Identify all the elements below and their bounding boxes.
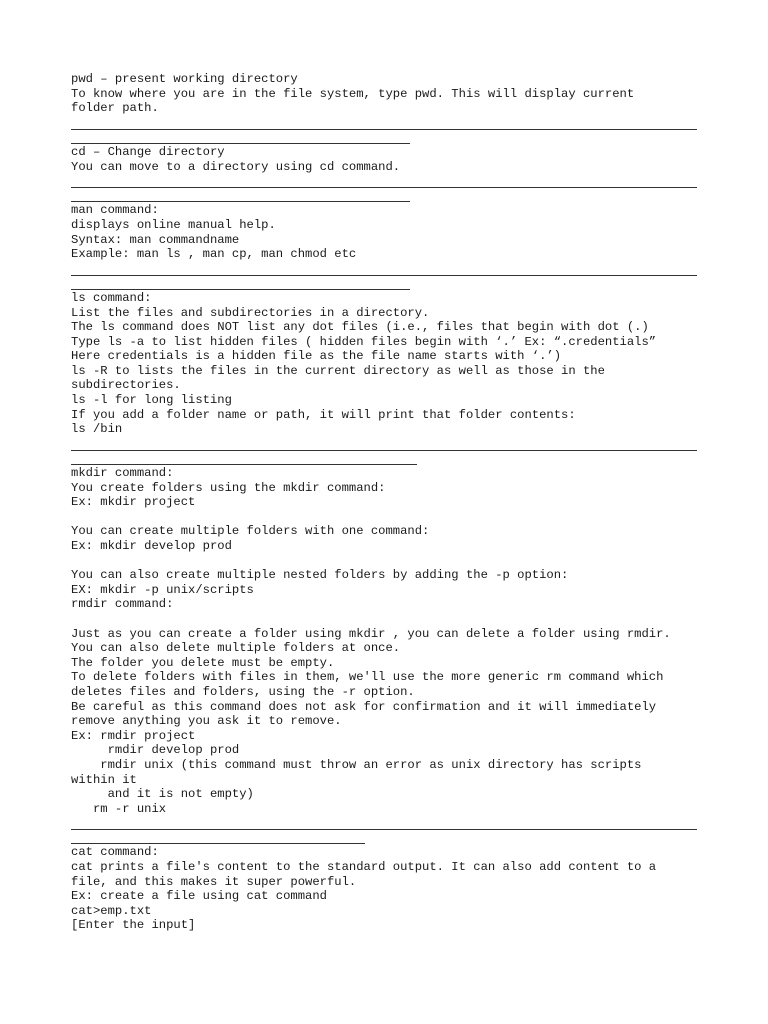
separator-rule [71, 843, 365, 844]
text-line: Just as you can create a folder using mkdir , you can delete a folder using rmdir. [71, 626, 671, 641]
text-line: Ex: mkdir project [71, 495, 196, 510]
text-line: Ex: mkdir develop prod [71, 539, 232, 553]
blank-line [71, 510, 697, 525]
section-title: ls command: [71, 290, 152, 305]
text-line: rmdir develop prod [71, 743, 240, 758]
section-title: rmdir command: [71, 597, 174, 612]
text-line: You can also create multiple nested folders by adding the -p option: [71, 568, 569, 583]
text-line: The folder you delete must be empty. [71, 655, 335, 670]
text-line: rmdir unix (this command must throw an error as unix directory has scripts [71, 757, 642, 772]
text-line: The ls command does NOT list any dot files (i.e., files that begin with dot (.) [71, 320, 649, 335]
separator-rule [71, 187, 697, 188]
separator [71, 116, 697, 145]
separator [71, 437, 697, 466]
text-line: remove anything you ask it to remove. [71, 714, 342, 729]
section-cd [71, 145, 697, 174]
text-line: Example: man ls , man cp, man chmod etc [71, 247, 357, 262]
text-line: If you add a folder name or path, it will print that folder contents: [71, 407, 576, 422]
text-line: You can also delete multiple folders at once. [71, 641, 401, 656]
text-line: folder path. [71, 101, 159, 116]
text-line: file, and this makes it super powerful. [71, 874, 357, 889]
section-cat [71, 845, 697, 933]
separator [71, 174, 697, 203]
separator-rule [71, 829, 697, 830]
text-line: displays online manual help. [71, 217, 276, 232]
document-page [71, 72, 697, 933]
section-title: pwd – present working directory [71, 72, 298, 86]
section-mkdir-rmdir [71, 466, 697, 816]
section-title: cat command: [71, 845, 159, 860]
text-line: List the files and subdirectories in a directory. [71, 305, 430, 320]
text-line: Be careful as this command does not ask for confirmation and it will immediately [71, 699, 657, 714]
separator-rule [71, 129, 697, 130]
text-line: Syntax: man commandname [71, 232, 240, 247]
text-line: deletes files and folders, using the -r option. [71, 684, 415, 699]
text-line: and it is not empty) [71, 787, 254, 802]
text-line: ls -R to lists the files in the current directory as well as those in the [71, 363, 605, 378]
text-line: [Enter the input] [71, 918, 196, 933]
separator-rule [71, 143, 410, 144]
text-line: cat prints a file's content to the standard output. It can also add content to a [71, 860, 657, 875]
text-line: You can create multiple folders with one command: [71, 524, 430, 539]
separator-rule [71, 289, 410, 290]
text-line: To delete folders with files in them, we'll use the more generic rm command which [71, 670, 664, 685]
text-line: To know where you are in the file system, type pwd. This will display current [71, 86, 635, 101]
section-title: man command: [71, 203, 159, 218]
text-line: cat>emp.txt [71, 903, 152, 918]
separator [71, 816, 697, 845]
section-ls [71, 291, 697, 437]
text-line: EX: mkdir -p unix/scripts [71, 582, 254, 597]
text-line: Ex: rmdir project [71, 728, 196, 743]
blank-line [71, 612, 697, 627]
text-line: Ex: create a file using cat command [71, 889, 327, 904]
section-man [71, 203, 697, 261]
text-line: You create folders using the mkdir command: [71, 480, 386, 495]
section-pwd [71, 72, 697, 116]
section-title: mkdir command: [71, 466, 174, 481]
text-line: subdirectories. [71, 378, 181, 393]
separator [71, 262, 697, 291]
text-line: ls /bin [71, 422, 123, 437]
text-line: ls -l for long listing [71, 393, 232, 408]
section-title: cd – Change directory [71, 144, 225, 159]
blank-line [71, 554, 697, 569]
text-line: Here credentials is a hidden file as the file name starts with ‘.’) [71, 349, 562, 364]
separator-rule [71, 464, 417, 465]
text-line: Type ls -a to list hidden files ( hidden files begin with ‘.’ Ex: “.credentials” [71, 334, 657, 349]
separator-rule [71, 201, 410, 202]
separator-rule [71, 450, 697, 451]
separator-rule [71, 275, 697, 276]
text-line: within it [71, 772, 137, 787]
text-line: rm -r unix [71, 801, 167, 816]
text-line: You can move to a directory using cd command. [71, 159, 401, 174]
